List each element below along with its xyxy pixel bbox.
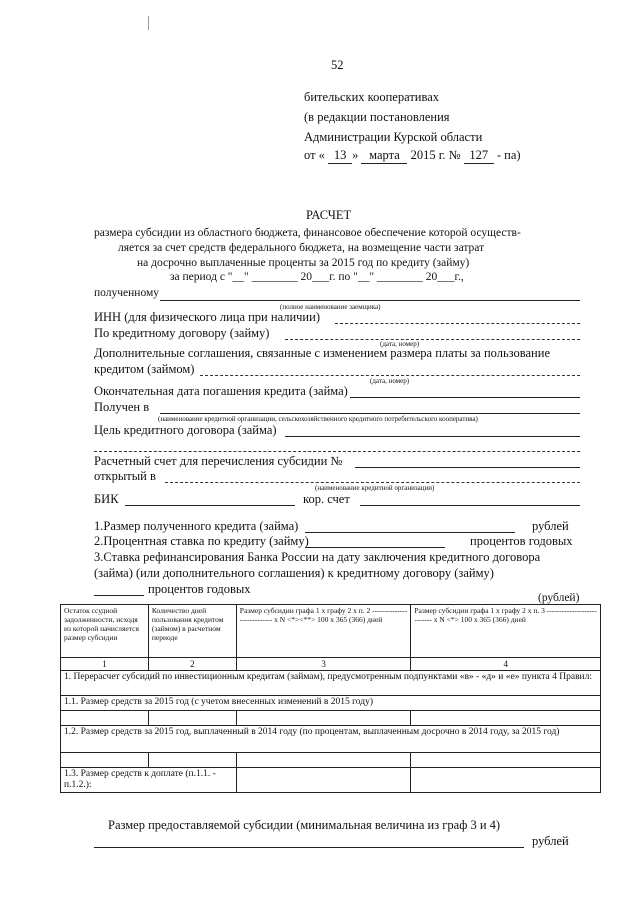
corr-line (360, 505, 580, 506)
received-by-label: полученному (94, 287, 159, 299)
bik-line (125, 505, 295, 506)
corr-label: кор. счет (303, 492, 350, 506)
inn-label: ИНН (для физического лица при наличии) (94, 310, 320, 324)
header-col-1: Остаток ссудной задолженности, исходя из которой начисляется размер субсидии (61, 605, 149, 658)
loan-agreement-note: (дата, номер) (380, 340, 420, 348)
table-unit: (рублей) (538, 592, 580, 604)
col-number-2: 2 (148, 658, 236, 671)
table-cell (236, 711, 411, 726)
opened-in-line (165, 482, 580, 483)
table-cell (148, 753, 236, 768)
margin-mark (148, 16, 149, 30)
additional-note: (дата, номер) (370, 377, 410, 385)
received-in-line (160, 413, 580, 414)
header-col-4: Размер субсидии графа 1 х графу 2 х п. 3 --------------------------- х N <*> 100 х 365 (366) дней (411, 605, 601, 658)
table-number-row (61, 658, 601, 671)
loan-agreement-line (285, 339, 580, 340)
item-2-line (305, 547, 445, 548)
header-suffix: - па) (496, 148, 521, 162)
final-date-line (350, 397, 580, 398)
header-col-2: Количество дней пользования кредитом (займом) в расчетном периоде (148, 605, 236, 658)
table-cell (148, 711, 236, 726)
received-by-line (160, 300, 580, 301)
item-1-line (305, 532, 515, 533)
table-row-section-1 (61, 671, 601, 696)
bik-label: БИК (94, 492, 119, 506)
intro-line-3: на досрочно выплаченные проценты за 2015 год по кредиту (займу) (137, 257, 470, 269)
purpose-line (285, 436, 580, 437)
item-3-line-b: (займа) (или дополнительного соглашения) к кредитному договору (займу) (94, 566, 494, 580)
date-mid: » (352, 148, 359, 162)
account-label: Расчетный счет для перечисления субсидии № (94, 454, 343, 468)
footer-unit: рублей (532, 834, 569, 848)
row-1-3-text: 1.3. Размер средств к доплате (п.1.1. - п.1.2.): (61, 768, 237, 793)
intro-line-2: ляется за счет средств федерального бюджета, на возмещение части затрат (118, 242, 485, 254)
date-year: 2015 г. № (410, 148, 461, 162)
item-3-line (94, 595, 144, 596)
item-1-unit: рублей (532, 519, 569, 533)
item-2-unit: процентов годовых (470, 534, 573, 548)
additional-label-2: кредитом (займом) (94, 362, 195, 376)
table-header-row (61, 605, 601, 658)
intro-line-1: размера субсидии из областного бюджета, финансовое обеспечение которой осуществ- (94, 227, 521, 239)
opened-in-note: (наименование кредитной организации) (315, 484, 435, 492)
header-line-2: (в редакции постановления (304, 110, 450, 124)
table-row-1-2 (61, 726, 601, 753)
loan-agreement-label: По кредитному договору (займу) (94, 326, 270, 340)
received-in-label: Получен в (94, 400, 150, 414)
date-day: 13 (328, 148, 352, 164)
additional-line (200, 375, 580, 376)
document-title: РАСЧЕТ (306, 208, 352, 222)
intro-line-4: за период с "__" ________ 20___г. по "__" ________ 20___г., (170, 271, 464, 283)
header-col-3: Размер субсидии графа 1 х графу 2 х п. 2 --------------------------- х N <*><**> 100 х 365 (366) дней (236, 605, 411, 658)
footer-line (94, 847, 524, 848)
item-1-label: 1.Размер полученного кредита (займа) (94, 519, 299, 533)
header-line-3: Администрации Курской области (304, 130, 483, 144)
col-number-4: 4 (411, 658, 601, 671)
row-1-1-text: 1.1. Размер средств за 2015 год (с учетом внесенных изменений в 2015 году) (61, 696, 601, 711)
table-cell (411, 753, 601, 768)
table-cell (236, 753, 411, 768)
table-cell (236, 768, 411, 793)
section-1-text: 1. Перерасчет субсидий по инвестиционным кредитам (займам), предусмотренным подпунктами «в» - «д» и «е» пункта 4 Правил: (61, 671, 601, 696)
received-in-note: (наименование кредитной организации, сельскохозяйственного кредитного потребительского кооператива) (158, 415, 478, 423)
page-number: 52 (331, 58, 344, 72)
col-number-3: 3 (236, 658, 411, 671)
purpose-label: Цель кредитного договора (займа) (94, 423, 277, 437)
opened-in-label: открытый в (94, 469, 156, 483)
col-number-1: 1 (61, 658, 149, 671)
item-3-line-a: 3.Ставка рефинансирования Банка России на дату заключения кредитного договора (94, 550, 541, 564)
decree-number: 127 (464, 148, 494, 164)
date-month: марта (361, 148, 407, 164)
table-row-1-2-values (61, 753, 601, 768)
additional-label: Дополнительные соглашения, связанные с изменением размера платы за пользование (94, 346, 550, 360)
table-row-1-3 (61, 768, 601, 793)
purpose-line-2 (94, 451, 580, 452)
header-line-1: бительских кооперативах (304, 90, 440, 104)
table-row-1-1 (61, 696, 601, 711)
item-3-unit: процентов годовых (148, 582, 251, 596)
received-by-note: (полное наименование заемщика) (280, 303, 381, 311)
table-cell (61, 753, 149, 768)
item-2-label: 2.Процентная ставка по кредиту (займу) (94, 534, 309, 548)
header-date-line (304, 148, 521, 164)
table-cell (411, 768, 601, 793)
row-1-2-text: 1.2. Размер средств за 2015 год, выплаченный в 2014 году (по процентам, выплаченным досрочно в 2014 году, за 2015 год) (61, 726, 601, 753)
inn-line (335, 323, 580, 324)
subsidy-table (60, 604, 601, 793)
table-cell (61, 711, 149, 726)
final-date-label: Окончательная дата погашения кредита (займа) (94, 384, 348, 398)
footer-text: Размер предоставляемой субсидии (минимальная величина из граф 3 и 4) (108, 818, 501, 832)
table-row-1-1-values (61, 711, 601, 726)
date-prefix: от « (304, 148, 325, 162)
account-line (355, 467, 580, 468)
table-cell (411, 711, 601, 726)
